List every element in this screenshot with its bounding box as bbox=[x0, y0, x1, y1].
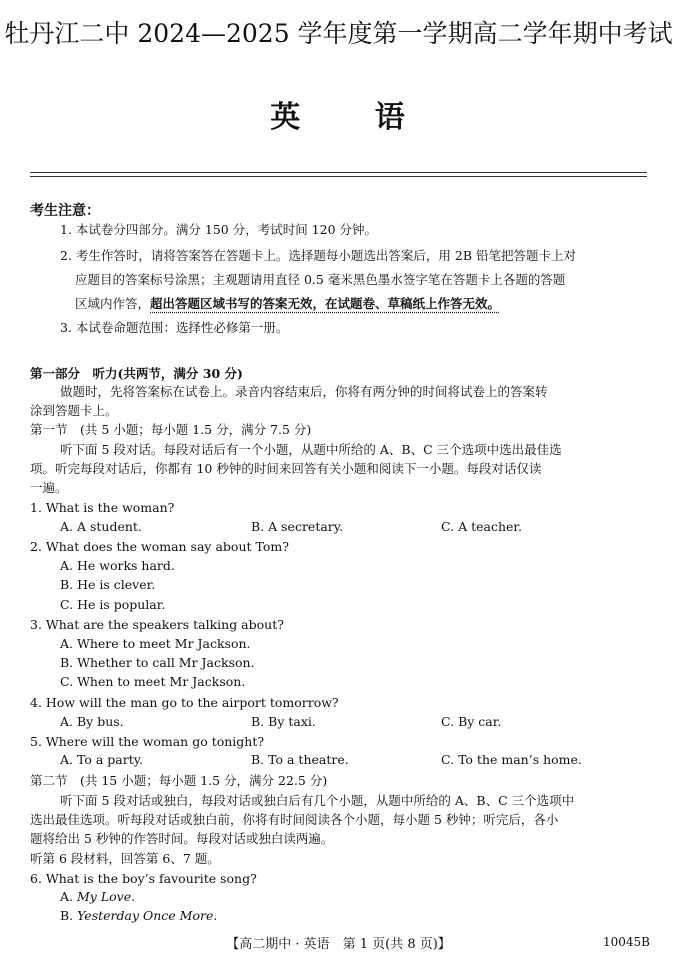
section1-instr-line2: 项。听完每段对话后，你都有 10 秒钟的时间来回答有关小题和阅读下一小题。每段对话仅读 bbox=[30, 461, 542, 476]
q3-option-a: A. Where to meet Mr Jackson. bbox=[60, 636, 251, 651]
section2-heading: 第二节 (共 15 小题；每小题 1.5 分，满分 22.5 分) bbox=[30, 773, 328, 788]
question-6: 6. What is the boy’s favourite song? bbox=[30, 871, 257, 886]
q6-option-a: A. My Love. bbox=[60, 889, 136, 904]
paper-code: 10045B bbox=[603, 935, 650, 949]
question-5: 5. Where will the woman go tonight? bbox=[30, 734, 265, 749]
notice-warning: 超出答题区域书写的答案无效，在试题卷、草稿纸上作答无效。 bbox=[150, 296, 501, 311]
q6-option-b-text: Yesterday Once More. bbox=[77, 908, 218, 923]
question-2: 2. What does the woman say about Tom? bbox=[30, 539, 289, 554]
q2-option-a: A. He works hard. bbox=[60, 558, 175, 573]
notice-item-1: 1. 本试卷分四部分。满分 150 分，考试时间 120 分钟。 bbox=[60, 222, 378, 237]
exam-title: 牡丹江二中 2024—2025 学年度第一学期高二学年期中考试 bbox=[4, 19, 673, 48]
divider-bottom bbox=[30, 176, 647, 177]
part1-intro-line1: 做题时，先将答案标在试卷上。录音内容结束后，你将有两分钟的时间将试卷上的答案转 bbox=[60, 384, 548, 399]
divider-top bbox=[30, 172, 647, 173]
notice-item-3: 3. 本试卷命题范围：选择性必修第一册。 bbox=[60, 320, 289, 335]
q3-option-b: B. Whether to call Mr Jackson. bbox=[60, 655, 255, 670]
q3-option-c: C. When to meet Mr Jackson. bbox=[60, 674, 246, 689]
section1-instr-line1: 听下面 5 段对话。每段对话后有一个小题，从题中所给的 A、B、C 三个选项中选出最佳选 bbox=[60, 442, 562, 457]
q5-option-a: A. To a party. bbox=[60, 752, 144, 767]
q1-option-b: B. A secretary. bbox=[251, 519, 344, 534]
section1-heading: 第一节 (共 5 小题；每小题 1.5 分，满分 7.5 分) bbox=[30, 422, 312, 437]
section2-instr-line3: 题将给出 5 秒钟的作答时间。每段对话或独白读两遍。 bbox=[30, 831, 334, 846]
notice-item-2-line1: 2. 考生作答时，请将答案答在答题卡上。选择题每小题选出答案后，用 2B 铅笔把答题卡上对 bbox=[60, 248, 576, 263]
notice-heading: 考生注意： bbox=[30, 203, 100, 219]
notice-item-2-line2: 应题目的答案标号涂黑；主观题请用直径 0.5 毫米黑色墨水签字笔在答题卡上各题的答题 bbox=[75, 272, 566, 287]
q6-option-a-text: My Love. bbox=[76, 889, 136, 904]
part1-intro-line2: 涂到答题卡上。 bbox=[30, 403, 118, 418]
q1-option-c: C. A teacher. bbox=[441, 519, 522, 534]
question-1: 1. What is the woman? bbox=[30, 500, 175, 515]
q2-option-b: B. He is clever. bbox=[60, 577, 156, 592]
q1-option-a: A. A student. bbox=[60, 519, 142, 534]
q4-option-b: B. By taxi. bbox=[251, 714, 316, 729]
part1-heading: 第一部分 听力(共两节，满分 30 分) bbox=[30, 366, 243, 381]
q5-option-b: B. To a theatre. bbox=[251, 752, 349, 767]
question-4: 4. How will the man go to the airport tomorrow? bbox=[30, 695, 339, 710]
notice-item-2-line3a: 区域内作答， bbox=[75, 296, 151, 311]
section2-instr-line1: 听下面 5 段对话或独白，每段对话或独白后有几个小题，从题中所给的 A、B、C 三个选项中 bbox=[60, 793, 575, 808]
subject-title: 英 语 bbox=[270, 100, 407, 135]
section1-instr-line3: 一遍。 bbox=[30, 480, 68, 495]
section2-instr-line2: 选出最佳选项。听每段对话或独白前，你将有时间阅读各个小题，每小题 5 秒钟；听完后，各小 bbox=[30, 812, 559, 827]
section2-material: 听第 6 段材料，回答第 6、7 题。 bbox=[30, 851, 220, 866]
q4-option-c: C. By car. bbox=[441, 714, 502, 729]
q6-option-b: B. Yesterday Once More. bbox=[60, 908, 218, 923]
question-3: 3. What are the speakers talking about? bbox=[30, 617, 284, 632]
q4-option-a: A. By bus. bbox=[60, 714, 124, 729]
notice-item-2-line3 bbox=[75, 294, 500, 313]
q5-option-c: C. To the man’s home. bbox=[441, 752, 582, 767]
q2-option-c: C. He is popular. bbox=[60, 597, 166, 612]
page-footer: 【高二期中 · 英语 第 1 页(共 8 页)】 bbox=[226, 937, 451, 952]
